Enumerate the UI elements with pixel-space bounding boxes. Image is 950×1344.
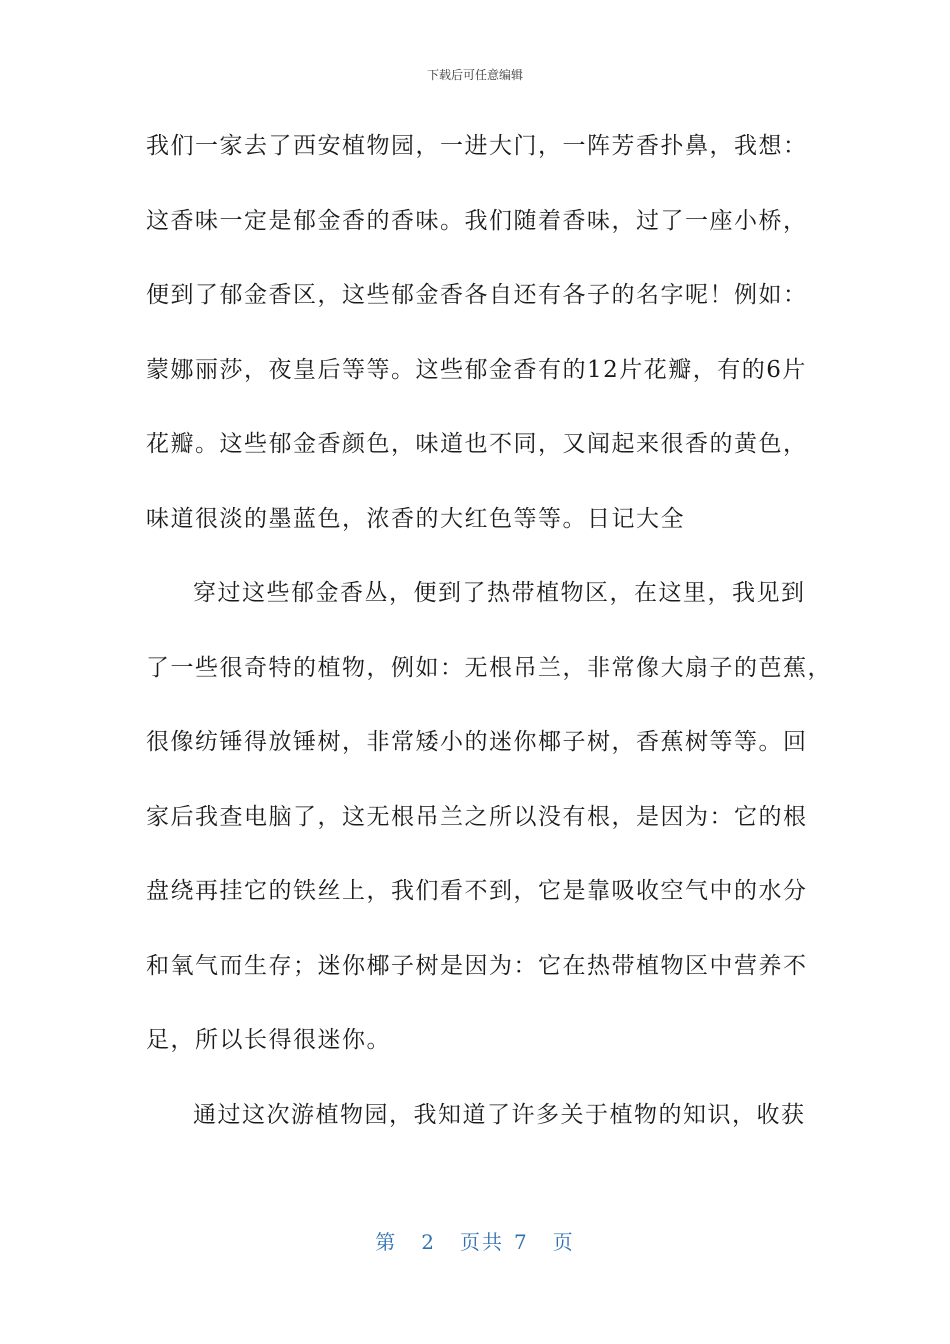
page-header: 下载后可任意编辑 (426, 68, 523, 82)
paragraph-line: 通过这次游植物园，我知道了许多关于植物的知识，收获 (193, 1101, 806, 1128)
document-body (146, 124, 832, 1167)
paragraph-line: 花瓣。这些郁金香颜色，味道也不同，又闻起来很香的黄色， (146, 431, 808, 457)
paragraph-line: 味道很淡的墨蓝色，浓香的大红色等等。日记大全 (146, 505, 685, 532)
paragraph-line: 了一些很奇特的植物，例如：无根吊兰，非常像大扇子的芭蕉， (146, 654, 832, 681)
paragraph-line: 我们一家去了西安植物园，一进大门，一阵芳香扑鼻，我想： (146, 133, 808, 159)
page-number-footer (0, 1226, 950, 1255)
paragraph-line: 蒙娜丽莎，夜皇后等等。这些郁金香有的12片花瓣，有的6片 (146, 356, 807, 383)
paragraph-line: 穿过这些郁金香丛，便到了热带植物区，在这里，我见到 (193, 580, 806, 606)
paragraph-line: 很像纺锤得放锤树，非常矮小的迷你椰子树，香蕉树等等。回 (146, 729, 808, 755)
page-total: 7 (514, 1230, 529, 1254)
page-middle: 页共 (460, 1230, 504, 1254)
page-suffix: 页 (552, 1230, 575, 1254)
paragraph-line: 足，所以长得很迷你。 (146, 1027, 391, 1053)
paragraph-line: 家后我查电脑了，这无根吊兰之所以没有根，是因为：它的根 (146, 803, 808, 830)
paragraph-line: 这香味一定是郁金香的香味。我们随着香味，过了一座小桥， (146, 207, 808, 234)
page-current: 2 (421, 1230, 436, 1254)
paragraph-line: 和氧气而生存；迷你椰子树是因为：它在热带植物区中营养不 (146, 952, 808, 979)
paragraph-line: 便到了郁金香区，这些郁金香各自还有各子的名字呢！例如： (146, 282, 808, 308)
paragraph-line: 盘绕再挂它的铁丝上，我们看不到，它是靠吸收空气中的水分 (146, 878, 808, 904)
page-prefix: 第 (375, 1230, 398, 1254)
